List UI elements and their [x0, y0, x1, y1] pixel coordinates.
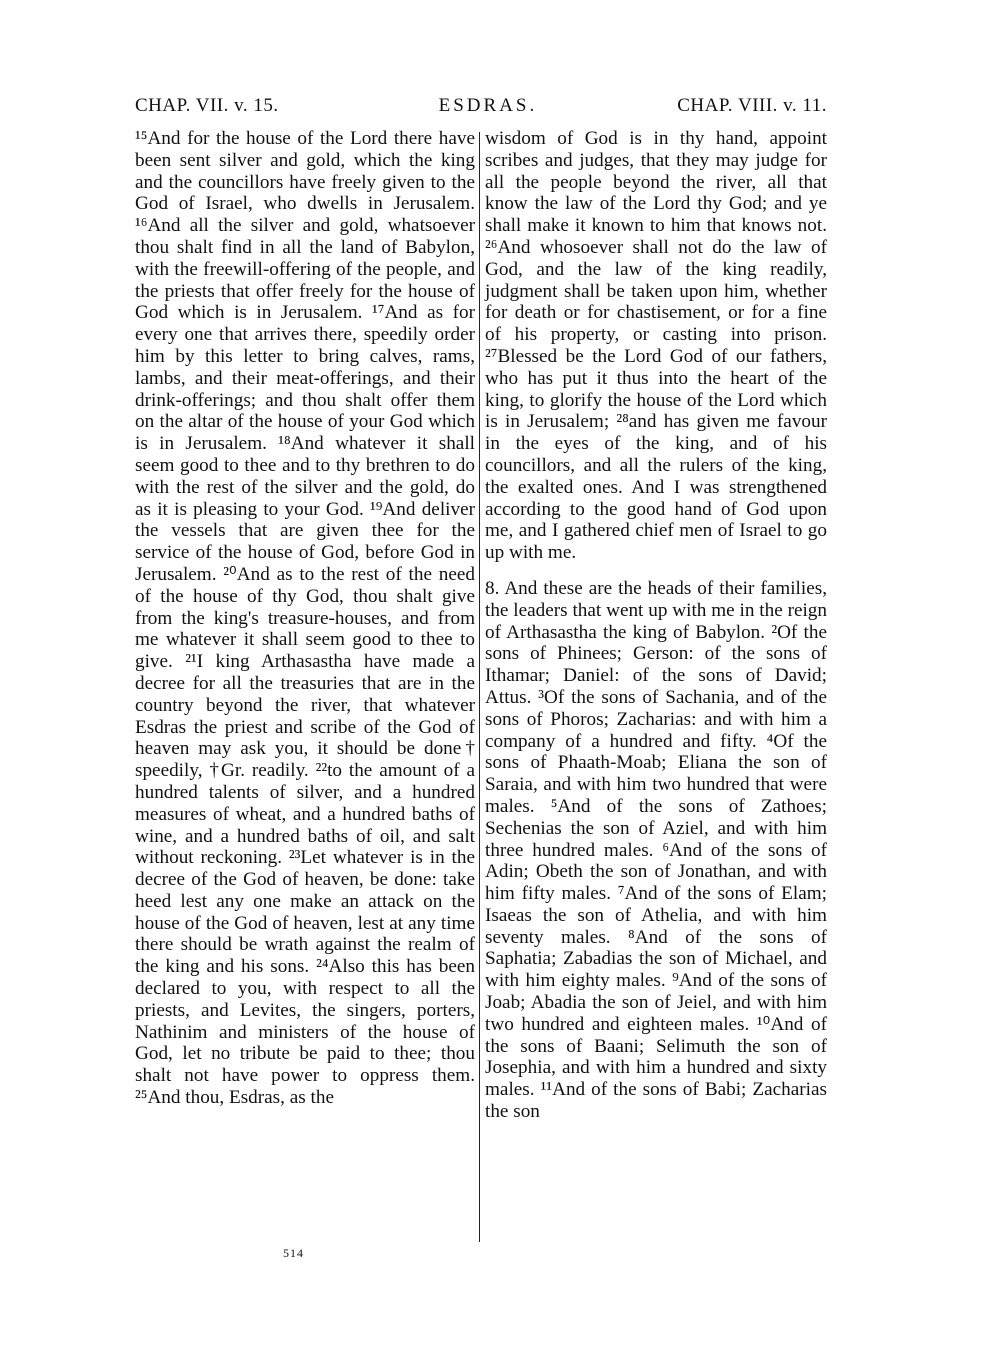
left-column — [135, 128, 475, 1109]
running-head-right: CHAP. VIII. v. 11. — [677, 95, 827, 116]
column-divider — [479, 132, 480, 1242]
right-column — [485, 128, 827, 1123]
left-column-paragraph: ¹⁵And for the house of the Lord there have been sent silver and gold, which the king and the councillors have freely given to the God of Israel, who dwells in Jerusalem. ¹⁶And all the silver and gold, whatsoever thou shalt find in all the land of Babylon, with the freewill-offering of the people, and the priests that offer freely for the house of God which is in Jerusalem. ¹⁷And as for every one that arrives there, speedily order him by this letter to bring calves, rams, lambs, and their meat-offerings, and their drink-offerings; and thou shalt offer them on the altar of the house of your God which is in Jerusalem. ¹⁸And whatever it shall seem good to thee and to thy brethren to do with the rest of the silver and the gold, do as it is pleasing to your God. ¹⁹And deliver the vessels that are given thee for the service of the house of God, before God in Jerusalem. ²⁰And as to the rest of the need of the house of thy God, thou shalt give from the king's treasure-houses, and from me whatever it shall seem good to thee to give. ²¹I king Arthasastha have made a decree for all the treasuries that are in the country beyond the river, that whatever Esdras the priest and scribe of the God of heaven may ask you, it should be done† speedily, †Gr. readily. ²²to the amount of a hundred talents of silver, and a hundred measures of wheat, and a hundred baths of wine, and a hundred baths of oil, and salt without reckoning. ²³Let whatever is in the decree of the God of heaven, be done: take heed lest any one make an attack on the house of the God of heaven, lest at any time there should be wrath against the realm of the king and his sons. ²⁴Also this has been declared to you, with respect to all the priests, and Levites, the singers, porters, Nathinim and ministers of the house of God, let no tribute be paid to thee; thou shalt not have power to oppress them. ²⁵And thou, Esdras, as the — [135, 128, 475, 1109]
scripture-page — [135, 93, 827, 1303]
page-number: 514 — [283, 1246, 304, 1260]
book-title: ESDRAS. — [438, 95, 538, 116]
chapter-8-paragraph: 8. And these are the heads of their families, the leaders that went up with me in the reign of Arthasastha the king of Babylon. ²Of the sons of Phinees; Gerson: of the sons of Ithamar; Daniel: of the sons of David; Attus. ³Of the sons of Sachania, and of the sons of Phoros; Zacharias: and with him a company of a hundred and fifty. ⁴Of the sons of Phaath-Moab; Eliana the son of Saraia, and with him two hundred that were males. ⁵And of the sons of Zathoes; Sechenias the son of Aziel, and with him three hundred males. ⁶And of the sons of Adin; Obeth the son of Jonathan, and with him fifty males. ⁷And of the sons of Elam; Isaeas the son of Athelia, and with him seventy males. ⁸And of the sons of Saphatia; Zabadias the son of Michael, and with him eighty males. ⁹And of the sons of Joab; Abadia the son of Jeiel, and with him two hundred and eighteen males. ¹⁰And of the sons of Baani; Selimuth the son of Josephia, and with him a hundred and sixty males. ¹¹And of the sons of Babi; Zacharias the son — [485, 577, 827, 1123]
running-head — [135, 93, 827, 119]
running-head-left: CHAP. VII. v. 15. — [135, 95, 279, 116]
right-column-paragraph: wisdom of God is in thy hand, appoint scribes and judges, that they may judge for all the people beyond the river, all that know the law of the Lord thy God; and ye shall make it known to him that knows not. ²⁶And whosoever shall not do the law of God, and the law of the king readily, judgment shall be taken upon him, whether for death or for chastisement, or for a fine of his property, or casting into prison. ²⁷Blessed be the Lord God of our fathers, who has put it thus into the heart of the king, to glorify the house of the Lord which is in Jerusalem; ²⁸and has given me favour in the eyes of the king, and of his councillors, and all the rulers of the king, the exalted ones. And I was strengthened according to the good hand of God upon me, and I gathered chief men of Israel to go up with me. — [485, 128, 827, 564]
text-columns — [135, 128, 827, 1268]
